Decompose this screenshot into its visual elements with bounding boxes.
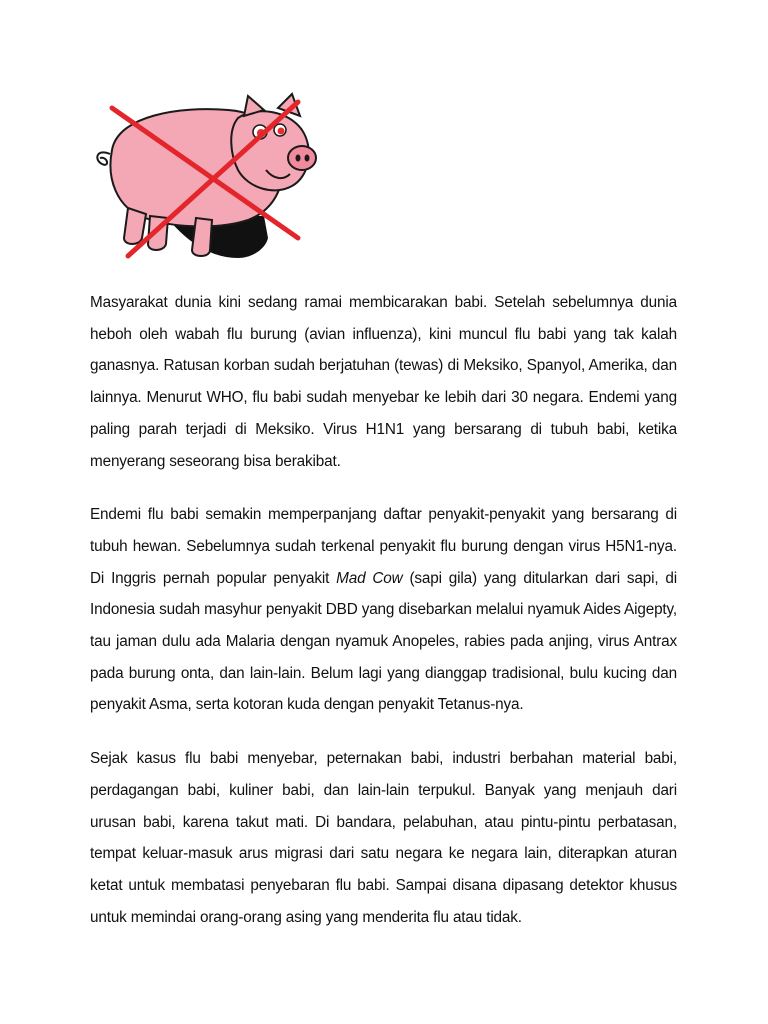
pig-snout [288,146,316,170]
paragraph-2 [90,499,677,721]
paragraph-2-part-1: Endemi flu babi semakin memperpanjang daftar penyakit-penyakit yang bersarang di tubuh hewan. Sebelumnya sudah terkenal penyakit flu burung dengan virus H5N1-nya. Di Inggris pernah popular penyakit [90,506,677,587]
paragraph-1: Masyarakat dunia kini sedang ramai membicarakan babi. Setelah sebelumnya dunia heboh oleh wabah flu burung (avian influenza), kini muncul flu babi yang tak kalah ganasnya. Ratusan korban sudah berjatuhan (tewas) di Meksiko, Spanyol, Amerika, dan lainnya. Menurut WHO, flu babi sudah menyebar ke lebih dari 30 negara. Endemi yang paling parah terjadi di Meksiko. Virus H1N1 yang bersarang di tubuh babi, ketika menyerang seseorang bisa berakibat. [90,294,677,470]
crossed-out-pig-figure [88,88,320,272]
paragraph-2-part-2: (sapi gila) yang ditularkan dari sapi, di Indonesia sudah masyhur penyakit DBD yang disebarkan melalui nyamuk Aides Aigepty, tau jaman dulu ada Malaria dengan nyamuk Anopeles, rabies pada anjing, virus Antrax pada burung onta, dan lain-lain. Belum lagi yang dianggap tradisional, bulu kucing dan penyakit Asma, serta kotoran kuda dengan penyakit Tetanus-nya. [90,569,678,714]
paragraph-3: Sejak kasus flu babi menyebar, peternakan babi, industri berbahan material babi, perdagangan babi, kuliner babi, dan lain-lain terpukul. Banyak yang menjauh dari urusan babi, karena takut mati. Di bandara, pelabuhan, atau pintu-pintu perbatasan, tempat keluar-masuk arus migrasi dari satu negara ke negara lain, diterapkan aturan ketat untuk membatasi penyebaran flu babi. Sampai disana dipasang detektor khusus untuk memindai orang-orang asing yang menderita flu atau tidak. [90,750,677,926]
pig-leg-front [192,218,212,256]
crossed-out-pig-icon [88,88,320,272]
paragraph-2-italic: Mad Cow [336,569,403,587]
pig-leg-back [124,208,146,244]
article-body [90,287,677,955]
pig-tail [97,152,110,164]
